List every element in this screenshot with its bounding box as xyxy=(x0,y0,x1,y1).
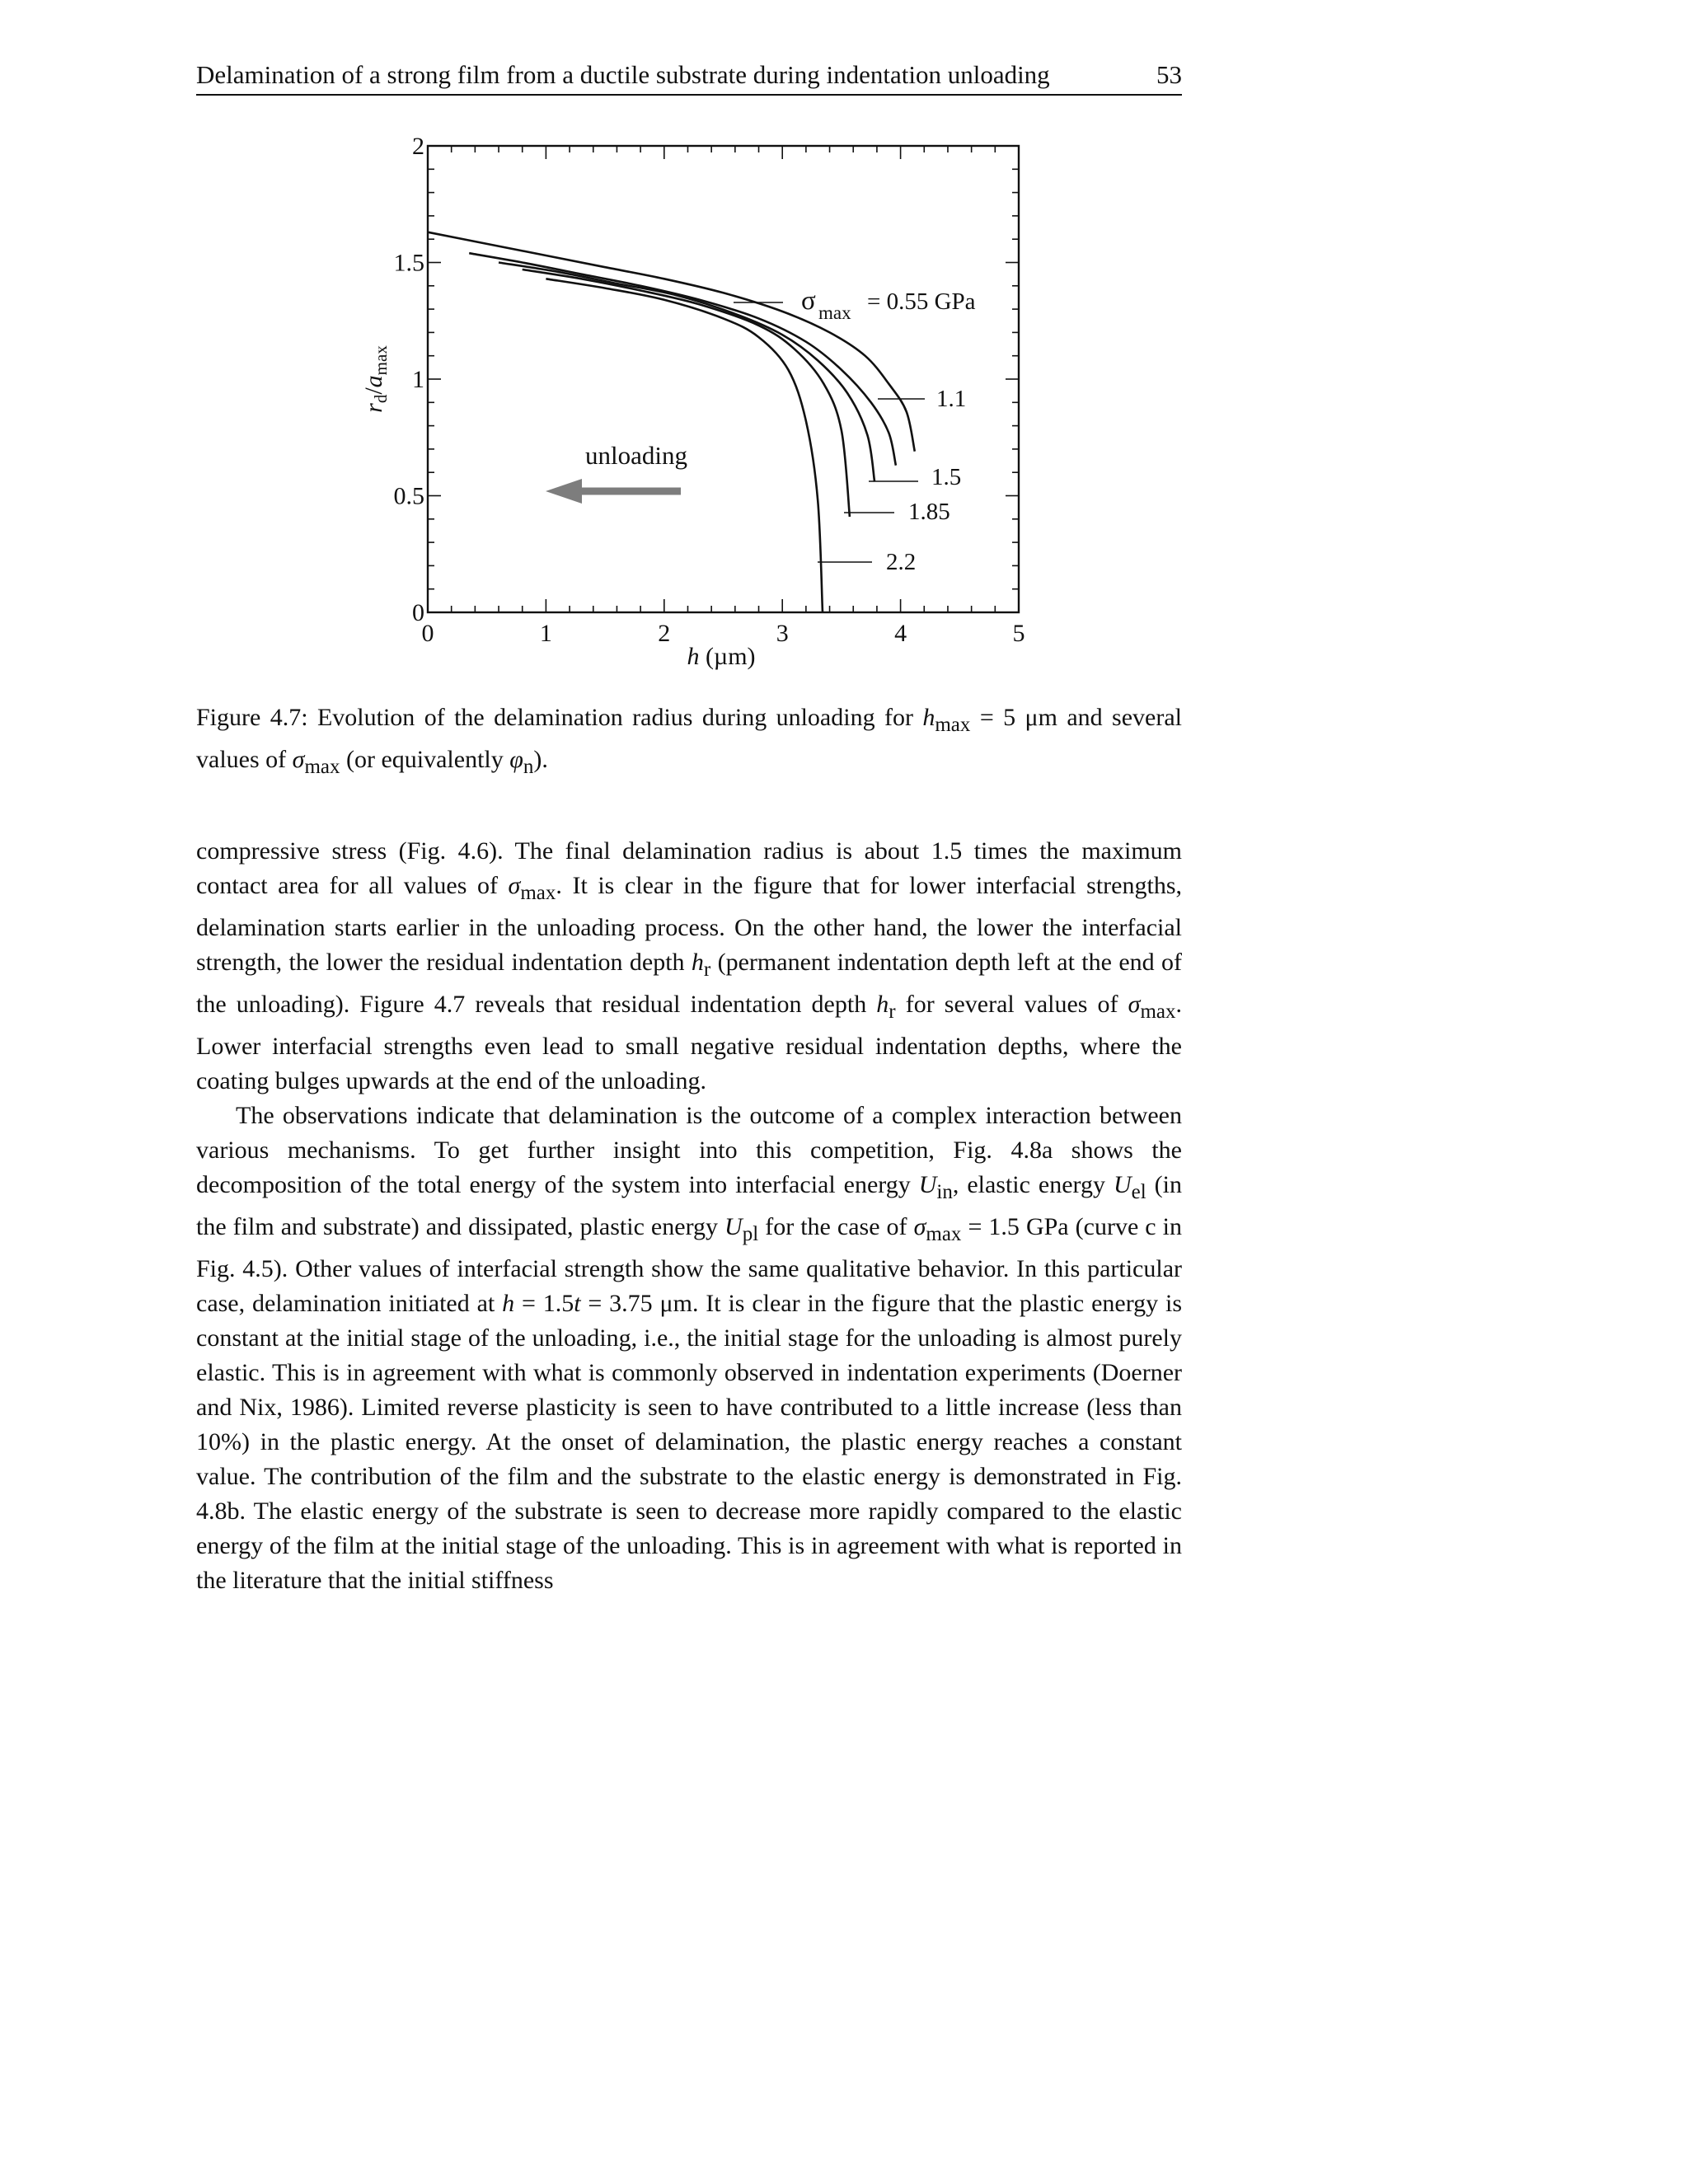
x-tick-label: 3 xyxy=(776,620,789,647)
x-tick-label: 4 xyxy=(894,620,907,647)
p2-text: = 1.5 GPa (curve c in Fig. 4.5). Other values of interfacial strength show the same qualitative behavior. In this particular case, delamination initiated at xyxy=(196,1213,1182,1317)
p2-text: for the case of xyxy=(758,1213,914,1240)
unloading-arrow-head xyxy=(546,479,582,504)
caption-h-sub: max xyxy=(935,714,971,736)
y-label-d: d xyxy=(371,394,391,404)
p1-h: h xyxy=(691,949,704,976)
y-tick-label: 1 xyxy=(412,366,424,393)
curve-label-2-2: 2.2 xyxy=(886,549,917,575)
p2-h: h xyxy=(502,1290,515,1317)
p2-text: , elastic energy xyxy=(952,1171,1114,1198)
p1-text: . Lower interfacial strengths even lead to small negative residual indentation depths, where the coating bulges upwards at the end of the unloading. xyxy=(196,991,1182,1094)
axis-ticks xyxy=(428,146,1019,612)
paragraph-1 xyxy=(196,834,1182,1099)
y-tick-label: 2 xyxy=(412,133,424,160)
label-leaders xyxy=(734,302,925,562)
p2-eq: = 3.75 μm xyxy=(580,1290,692,1317)
y-tick-label: 1.5 xyxy=(393,249,424,277)
caption-text-4: ). xyxy=(533,746,548,773)
p1-sigma-sub: max xyxy=(1140,1001,1176,1023)
y-tick-label: 0 xyxy=(412,599,424,626)
p1-sigma: σ xyxy=(508,872,521,899)
page-number: 53 xyxy=(1156,60,1182,89)
curve-sigma-0-55 xyxy=(428,232,915,452)
caption-h: h xyxy=(922,704,935,731)
curve-label-1-5: 1.5 xyxy=(931,464,962,490)
caption-phi: φ xyxy=(509,746,523,773)
y-tick-labels xyxy=(394,133,425,626)
caption-sigma-sub: max xyxy=(304,756,340,778)
curves xyxy=(428,232,915,612)
p1-sigma: σ xyxy=(1128,991,1141,1018)
body-text xyxy=(196,834,1182,1598)
figure-4-7-chart xyxy=(0,0,1688,684)
curve-sigma-1-1 xyxy=(469,253,896,466)
p1-h-sub: r xyxy=(889,1001,896,1023)
p2-sigma-sub: max xyxy=(926,1223,962,1245)
sigma-symbol: σ xyxy=(801,286,816,316)
sigma-value-label: = 0.55 GPa xyxy=(867,288,976,315)
y-label-max: max xyxy=(371,345,391,376)
p1-h: h xyxy=(876,991,889,1018)
p2-U: U xyxy=(1113,1171,1132,1198)
caption-phi-sub: n xyxy=(523,756,534,778)
y-label-slash: / xyxy=(360,387,387,395)
x-tick-label: 0 xyxy=(421,620,434,647)
p1-text: (permanent indentation depth left at the end of the unloading). Figure 4.7 reveals that residual indentation depth xyxy=(196,949,1182,1018)
sigma-subscript: max xyxy=(818,302,851,323)
p2-t: t xyxy=(574,1290,581,1317)
caption-label: Figure 4.7: xyxy=(196,704,308,731)
p1-text: compressive stress (Fig. 4.6). The final delamination radius is about 1.5 times the maximum contact area for all values of xyxy=(196,837,1182,899)
x-axis-label xyxy=(687,643,755,670)
caption-text-2: = 5 μm and several values of xyxy=(196,704,1183,773)
p2-U-sub: in xyxy=(936,1181,953,1203)
figure-caption xyxy=(196,701,1182,785)
paragraph-2 xyxy=(196,1099,1182,1598)
caption-sigma: σ xyxy=(292,746,305,773)
p1-sigma-sub: max xyxy=(520,882,556,904)
caption-text-1: Evolution of the delamination radius during unloading for xyxy=(316,704,913,731)
p2-text: . It is clear in the figure that the plastic energy is constant at the initial stage of the unloading, i.e., the initial stage for the unloading is almost purely elastic. This is in agreement with what is commonly observed in indentation experiments (Doerner and Nix, 1986). Limited reverse plasticity is seen to have contributed to a little increase (less than 10%) in the plastic energy. At the onset of delamination, the plastic energy reaches a constant value. The contribution of the film and the substrate to the elastic energy is demonstrated in Fig. 4.8b. The elastic energy of the substrate is seen to decrease more rapidly compared to the elastic energy of the film at the initial stage of the unloading. This is in agreement with what is reported in the literature that the initial stiffness xyxy=(196,1290,1183,1594)
y-label-a: a xyxy=(360,375,387,388)
p2-U-sub: pl xyxy=(742,1223,759,1245)
p2-text: (in the film and substrate) and dissipated, plastic energy xyxy=(196,1171,1183,1240)
p2-U: U xyxy=(724,1213,743,1240)
caption-text-3: (or equivalently xyxy=(345,746,504,773)
p2-eq: = 1.5 xyxy=(514,1290,574,1317)
p1-h-sub: r xyxy=(703,958,711,981)
p2-text: The observations indicate that delamination is the outcome of a complex interaction between various mechanisms. To get further insight into this competition, Fig. 4.8a shows the decomposition of the total energy of the system into interfacial energy xyxy=(196,1102,1182,1198)
curve-label-1-85: 1.85 xyxy=(908,499,950,525)
p2-U: U xyxy=(918,1171,937,1198)
p1-text: for several values of xyxy=(895,991,1128,1018)
p2-sigma: σ xyxy=(913,1213,926,1240)
x-tick-label: 2 xyxy=(658,620,671,647)
x-tick-label: 5 xyxy=(1012,620,1025,647)
y-label-r: r xyxy=(360,403,387,413)
y-tick-label: 0.5 xyxy=(393,482,424,510)
curve-label-1-1: 1.1 xyxy=(936,386,967,412)
x-label-unit: (µm) xyxy=(699,643,756,670)
y-axis-label xyxy=(360,345,391,413)
x-label-h: h xyxy=(687,643,700,670)
p1-text: . It is clear in the figure that for lower interfacial strengths, delamination starts earlier in the unloading process. On the other hand, the lower the interfacial strength, the lower the residual indentation depth xyxy=(196,872,1182,976)
header-title: Delamination of a strong film from a ductile substrate during indentation unloading xyxy=(196,60,1050,89)
unloading-label: unloading xyxy=(585,441,687,470)
x-tick-label: 1 xyxy=(539,620,552,647)
p2-U-sub: el xyxy=(1131,1181,1146,1203)
plot-frame xyxy=(428,146,1019,612)
